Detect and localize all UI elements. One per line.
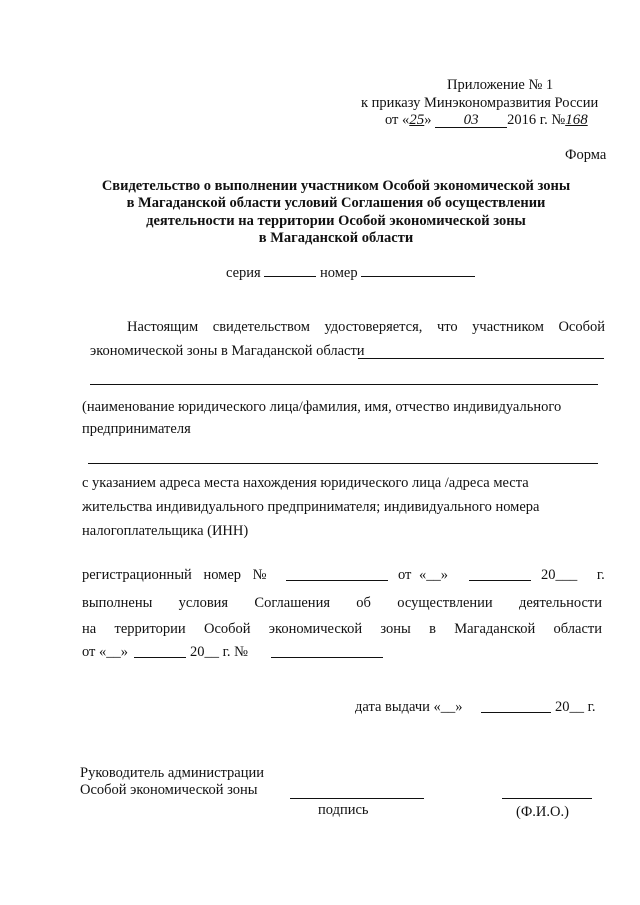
address-field[interactable] — [88, 463, 598, 464]
order-month: 03 — [435, 113, 507, 128]
doc-title-line-3: деятельности на территории Особой экономической зоны — [146, 213, 526, 229]
done-line-1: выполнены условия Соглашения об осуществлении деятельности — [82, 595, 602, 611]
done-line-2: на территории Особой экономической зоны в Магаданской области — [82, 621, 602, 637]
hint2-line-3: налогоплательщика (ИНН) — [82, 523, 249, 539]
signature-field[interactable] — [290, 798, 424, 799]
number-label: номер — [319, 265, 358, 281]
agreement-month-field[interactable] — [134, 657, 186, 658]
signature-caption: подпись — [318, 802, 369, 818]
name-caption: (Ф.И.О.) — [516, 804, 569, 820]
hint1-line-1: (наименование юридического лица/фамилия, имя, отчество индивидуального — [82, 399, 562, 415]
agreement-number-field[interactable] — [271, 657, 383, 658]
hint2-line-1: с указанием адреса места нахождения юридического лица /адреса места — [82, 475, 529, 491]
order-year: 2016 г. № — [507, 112, 566, 128]
doc-title-line-2: в Магаданской области условий Соглашения об осуществлении — [126, 195, 546, 211]
hint2-line-2: жительства индивидуального предпринимателя; индивидуального номера — [82, 499, 540, 515]
order-label: к приказу Минэкономразвития России — [361, 95, 599, 111]
reg-number-field[interactable] — [286, 580, 388, 581]
agreement-from-label: от «__» — [82, 644, 129, 660]
doc-title-line-1: Свидетельство о выполнении участником Особой экономической зоны — [101, 178, 571, 194]
order-date-line — [385, 111, 588, 129]
appendix-label: Приложение № 1 — [447, 77, 554, 93]
para1-line-2: экономической зоны в Магаданской области — [90, 343, 365, 359]
hint1-line-2: предпринимателя — [82, 421, 191, 437]
head-title-line-2: Особой экономической зоны — [80, 782, 258, 798]
agreement-year-label: 20__ г. № — [190, 644, 249, 660]
name-field[interactable] — [502, 798, 592, 799]
series-field[interactable] — [264, 264, 316, 277]
date-prefix: от « — [385, 112, 410, 128]
reg-month-field[interactable] — [469, 580, 531, 581]
series-row — [226, 264, 475, 282]
participant-field-2[interactable] — [90, 384, 598, 385]
issue-date-label: дата выдачи «__» — [355, 699, 463, 715]
doc-title-line-4: в Магаданской области — [258, 230, 414, 246]
head-title-line-1: Руководитель администрации — [80, 765, 265, 781]
para1-line-1: Настоящим свидетельством удостоверяется, что участником Особой — [127, 319, 605, 335]
order-day: 25 — [409, 112, 425, 128]
reg-from-label: от «__» — [398, 567, 449, 583]
reg-year-label: 20___ г. — [541, 567, 605, 583]
form-label: Форма — [565, 147, 607, 163]
number-field[interactable] — [361, 264, 475, 277]
reg-number-label: регистрационный номер № — [82, 567, 267, 583]
issue-year-label: 20__ г. — [555, 699, 596, 715]
order-number: 168 — [565, 112, 588, 128]
participant-field-1[interactable] — [358, 358, 604, 359]
date-mid: » — [424, 112, 432, 128]
issue-month-field[interactable] — [481, 712, 551, 713]
series-label: серия — [226, 265, 261, 281]
